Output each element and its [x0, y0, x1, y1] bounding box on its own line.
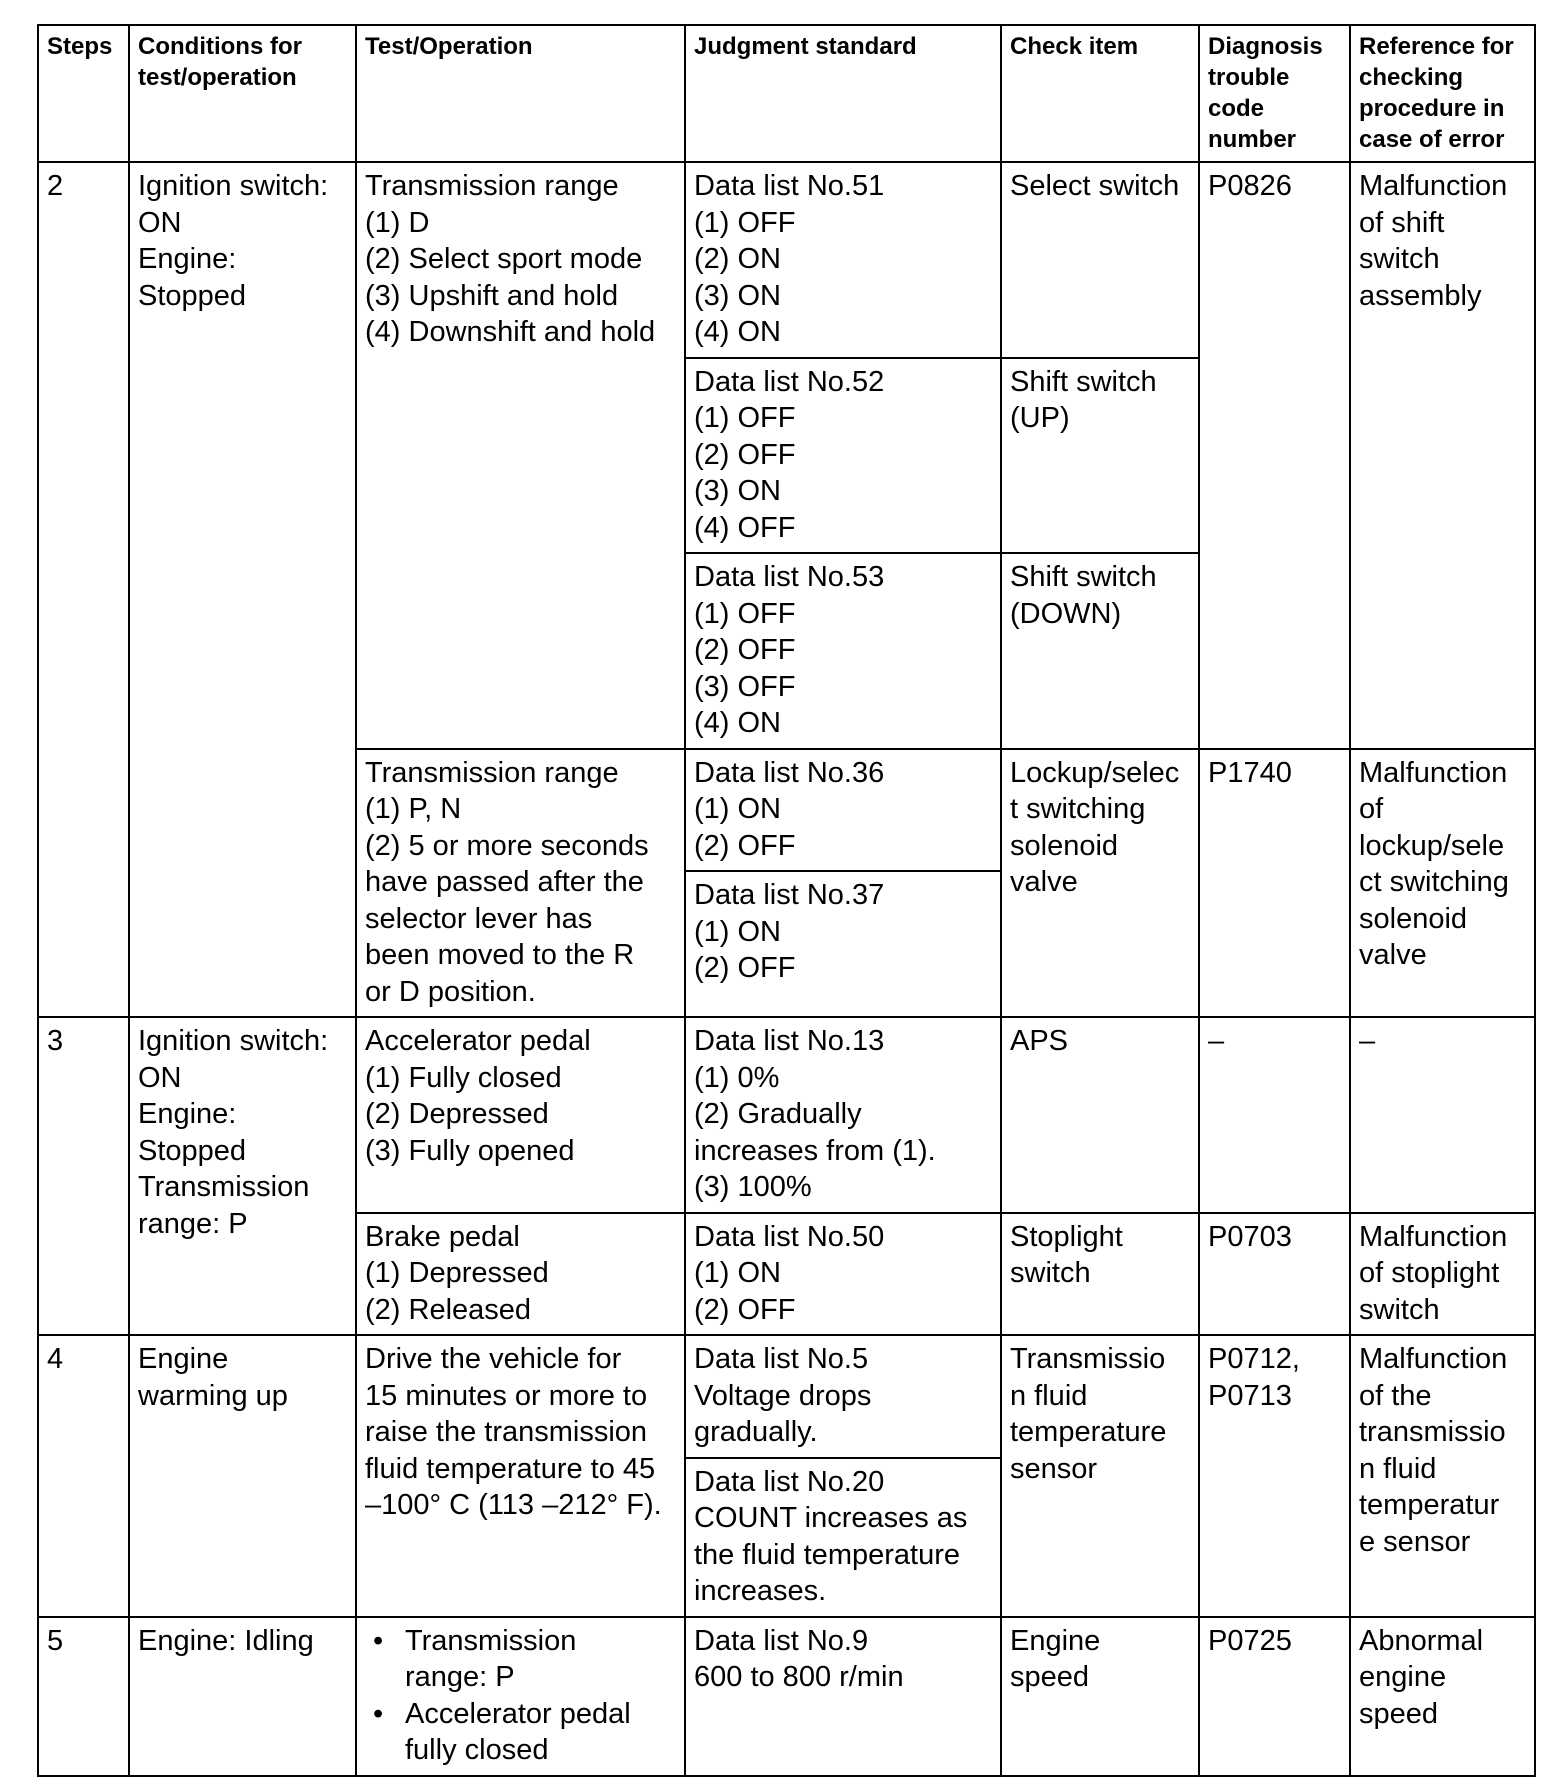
- judgment-cell: Data list No.51 (1) OFF (2) ON (3) ON (4) ON: [685, 162, 1001, 358]
- table-row: [38, 1017, 1535, 1213]
- check-item-cell: Stoplight switch: [1001, 1213, 1199, 1336]
- table-row: [38, 1617, 1535, 1776]
- test-operation-cell: [356, 1617, 685, 1776]
- reference-cell: Malfunction of lockup/sele ct switching solenoid valve: [1350, 749, 1535, 1018]
- judgment-cell: Data list No.50 (1) ON (2) OFF: [685, 1213, 1001, 1336]
- test-operation-cell: Transmission range (1) P, N (2) 5 or more seconds have passed after the selector lever has been moved to the R or D position.: [356, 749, 685, 1018]
- judgment-cell: Data list No.9 600 to 800 r/min: [685, 1617, 1001, 1776]
- judgment-cell: Data list No.52 (1) OFF (2) OFF (3) ON (4) OFF: [685, 358, 1001, 554]
- header-judgment-standard: Judgment standard: [685, 25, 1001, 162]
- step-number: 5: [38, 1617, 129, 1776]
- check-item-cell: Shift switch (UP): [1001, 358, 1199, 554]
- header-test-operation: Test/Operation: [356, 25, 685, 162]
- reference-cell: –: [1350, 1017, 1535, 1213]
- dtc-cell: P0712, P0713: [1199, 1335, 1350, 1617]
- check-item-cell: Engine speed: [1001, 1617, 1199, 1776]
- header-row: [38, 25, 1535, 162]
- table-row: [38, 1335, 1535, 1458]
- judgment-cell: Data list No.53 (1) OFF (2) OFF (3) OFF (4) ON: [685, 553, 1001, 749]
- step-number: 3: [38, 1017, 129, 1335]
- judgment-cell: Data list No.5 Voltage drops gradually.: [685, 1335, 1001, 1458]
- step-number: 4: [38, 1335, 129, 1617]
- check-item-cell: Shift switch (DOWN): [1001, 553, 1199, 749]
- test-operation-cell: Accelerator pedal (1) Fully closed (2) Depressed (3) Fully opened: [356, 1017, 685, 1213]
- dtc-cell: P0826: [1199, 162, 1350, 749]
- diagnosis-table: [37, 24, 1536, 1777]
- header-reference: Reference for checking procedure in case of error: [1350, 25, 1535, 162]
- header-check-item: Check item: [1001, 25, 1199, 162]
- header-steps: Steps: [38, 25, 129, 162]
- check-item-cell: Transmissio n fluid temperature sensor: [1001, 1335, 1199, 1617]
- step-number: 2: [38, 162, 129, 1017]
- bullet-list: [365, 1623, 676, 1769]
- judgment-cell: Data list No.20 COUNT increases as the fluid temperature increases.: [685, 1458, 1001, 1617]
- test-operation-cell: Brake pedal (1) Depressed (2) Released: [356, 1213, 685, 1336]
- test-operation-cell: Drive the vehicle for 15 minutes or more to raise the transmission fluid temperature to 45 –100° C (113 –212° F).: [356, 1335, 685, 1617]
- judgment-cell: Data list No.13 (1) 0% (2) Gradually increases from (1). (3) 100%: [685, 1017, 1001, 1213]
- header-dtc-number: Diagnosis trouble code number: [1199, 25, 1350, 162]
- reference-cell: Malfunction of shift switch assembly: [1350, 162, 1535, 749]
- conditions-cell: Engine: Idling: [129, 1617, 356, 1776]
- reference-cell: Malfunction of stoplight switch: [1350, 1213, 1535, 1336]
- dtc-cell: P0725: [1199, 1617, 1350, 1776]
- judgment-cell: Data list No.36 (1) ON (2) OFF: [685, 749, 1001, 872]
- reference-cell: Malfunction of the transmissio n fluid temperatur e sensor: [1350, 1335, 1535, 1617]
- dtc-cell: P1740: [1199, 749, 1350, 1018]
- conditions-cell: Ignition switch: ON Engine: Stopped Transmission range: P: [129, 1017, 356, 1335]
- dtc-cell: –: [1199, 1017, 1350, 1213]
- check-item-cell: APS: [1001, 1017, 1199, 1213]
- test-operation-cell: Transmission range (1) D (2) Select sport mode (3) Upshift and hold (4) Downshift and hold: [356, 162, 685, 749]
- judgment-cell: Data list No.37 (1) ON (2) OFF: [685, 871, 1001, 1017]
- conditions-cell: Ignition switch: ON Engine: Stopped: [129, 162, 356, 1017]
- header-conditions: Conditions for test/operation: [129, 25, 356, 162]
- check-item-cell: Lockup/selec t switching solenoid valve: [1001, 749, 1199, 1018]
- bullet-item: • Transmission range: P: [365, 1623, 676, 1696]
- bullet-item: • Accelerator pedal fully closed: [365, 1696, 676, 1769]
- check-item-cell: Select switch: [1001, 162, 1199, 358]
- dtc-cell: P0703: [1199, 1213, 1350, 1336]
- table-row: [38, 162, 1535, 358]
- reference-cell: Abnormal engine speed: [1350, 1617, 1535, 1776]
- conditions-cell: Engine warming up: [129, 1335, 356, 1617]
